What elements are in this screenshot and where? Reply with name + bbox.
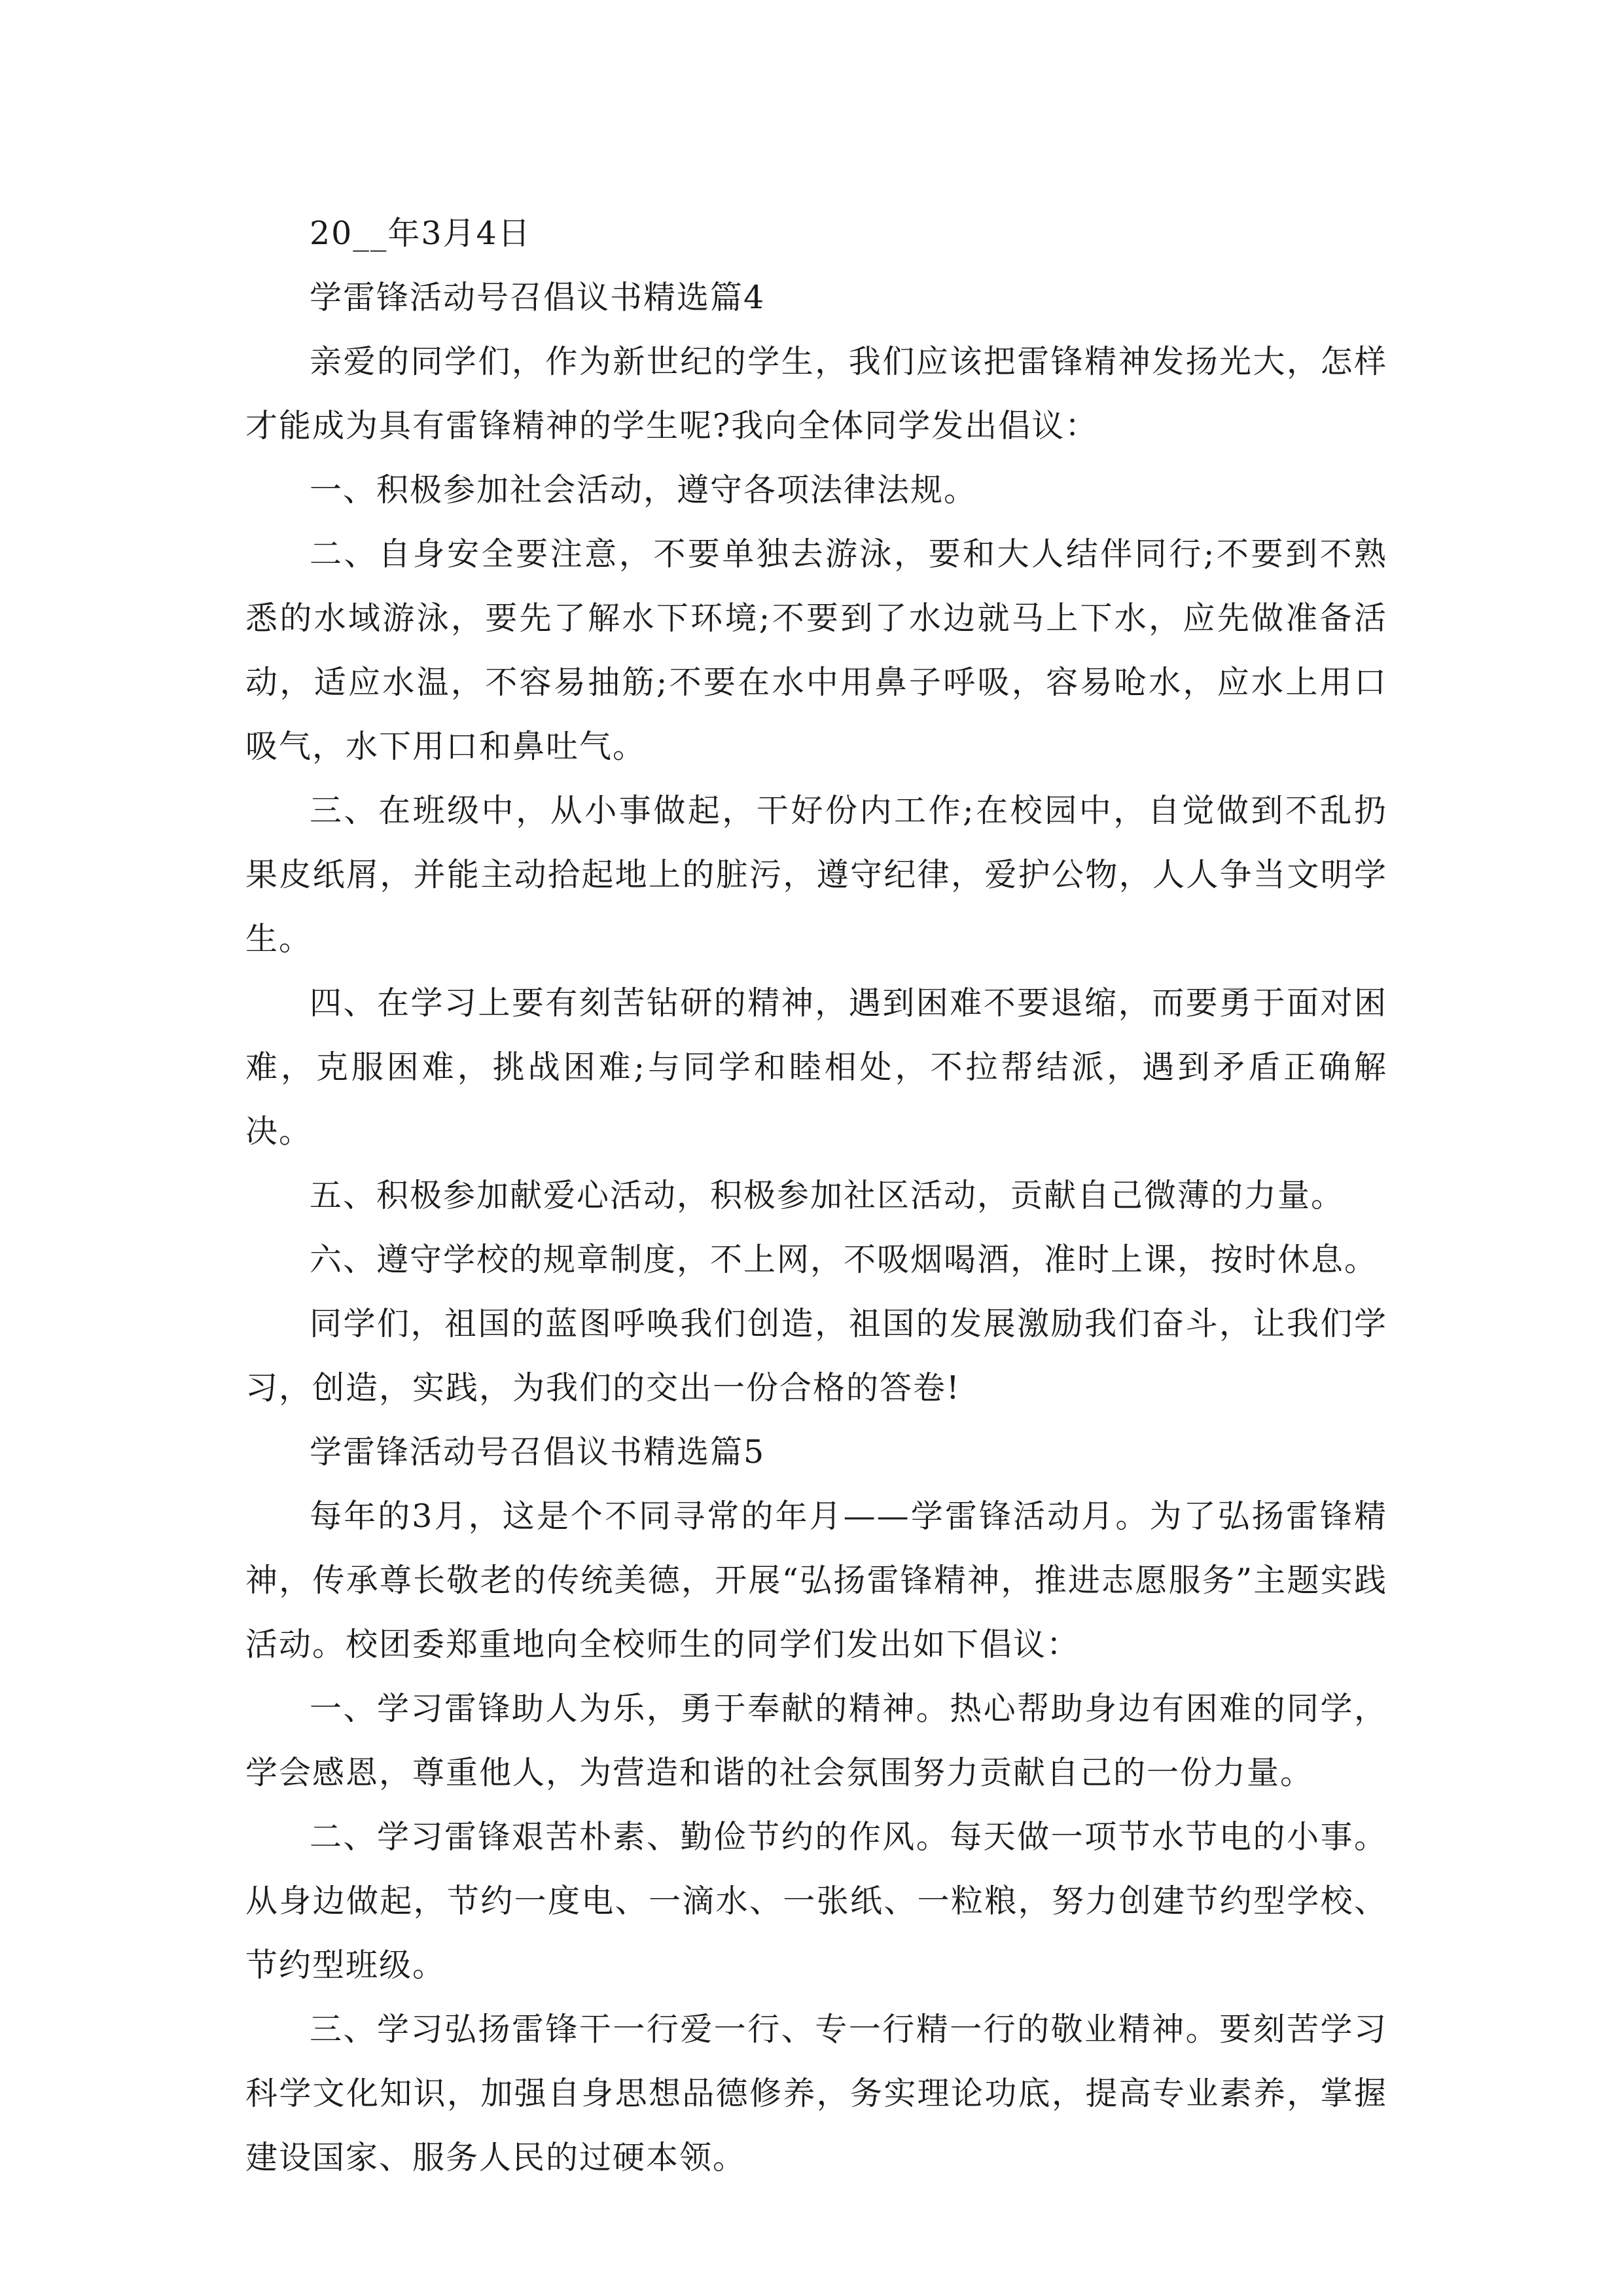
section-5-item-3: 三、学习弘扬雷锋干一行爱一行、专一行精一行的敬业精神。要刻苦学习科学文化知识，加强自身思想品德修养，务实理论功底，提高专业素养，掌握建设国家、服务人民的过硬本领。 <box>245 2011 1387 2176</box>
date-line: 20__年3月4日 <box>310 215 531 252</box>
section-4-item-4: 四、在学习上要有刻苦钻研的精神，遇到困难不要退缩，而要勇于面对困难，克服困难，挑战困难;与同学和睦相处，不拉帮结派，遇到矛盾正确解决。 <box>245 984 1387 1150</box>
section-5-intro: 每年的3月，这是个不同寻常的年月——学雷锋活动月。为了弘扬雷锋精神，传承尊长敬老的传统美德，开展“弘扬雷锋精神，推进志愿服务”主题实践活动。校团委郑重地向全校师生的同学们发出如下倡议： <box>245 1498 1387 1663</box>
document-body <box>245 202 1387 2190</box>
section-4-item-1: 一、积极参加社会活动，遵守各项法律法规。 <box>310 471 978 509</box>
section-4-title: 学雷锋活动号召倡议书精选篇4 <box>310 279 766 316</box>
section-5-title: 学雷锋活动号召倡议书精选篇5 <box>310 1433 766 1471</box>
section-4-item-3: 三、在班级中，从小事做起，干好份内工作;在校园中，自觉做到不乱扔果皮纸屑，并能主动拾起地上的脏污，遵守纪律，爱护公物，人人争当文明学生。 <box>245 792 1387 958</box>
section-4-item-2: 二、自身安全要注意，不要单独去游泳，要和大人结伴同行;不要到不熟悉的水域游泳，要先了解水下环境;不要到了水边就马上下水，应先做准备活动，适应水温，不容易抽筋;不要在水中用鼻子呼吸，容易呛水，应水上用口吸气，水下用口和鼻吐气。 <box>245 535 1387 765</box>
section-4-intro: 亲爱的同学们，作为新世纪的学生，我们应该把雷锋精神发扬光大，怎样才能成为具有雷锋精神的学生呢?我向全体同学发出倡议： <box>245 343 1387 444</box>
section-5-item-1: 一、学习雷锋助人为乐，勇于奉献的精神。热心帮助身边有困难的同学，学会感恩，尊重他人，为营造和谐的社会氛围努力贡献自己的一份力量。 <box>245 1690 1387 1791</box>
section-4-item-6: 六、遵守学校的规章制度，不上网，不吸烟喝酒，准时上课，按时休息。 <box>310 1241 1378 1278</box>
section-4-closing: 同学们，祖国的蓝图呼唤我们创造，祖国的发展激励我们奋斗，让我们学习，创造，实践，为我们的交出一份合格的答卷! <box>245 1305 1387 1407</box>
section-4-item-5: 五、积极参加献爱心活动，积极参加社区活动，贡献自己微薄的力量。 <box>310 1177 1345 1214</box>
section-5-item-2: 二、学习雷锋艰苦朴素、勤俭节约的作风。每天做一项节水节电的小事。从身边做起，节约一度电、一滴水、一张纸、一粒粮，努力创建节约型学校、节约型班级。 <box>245 1818 1387 1984</box>
